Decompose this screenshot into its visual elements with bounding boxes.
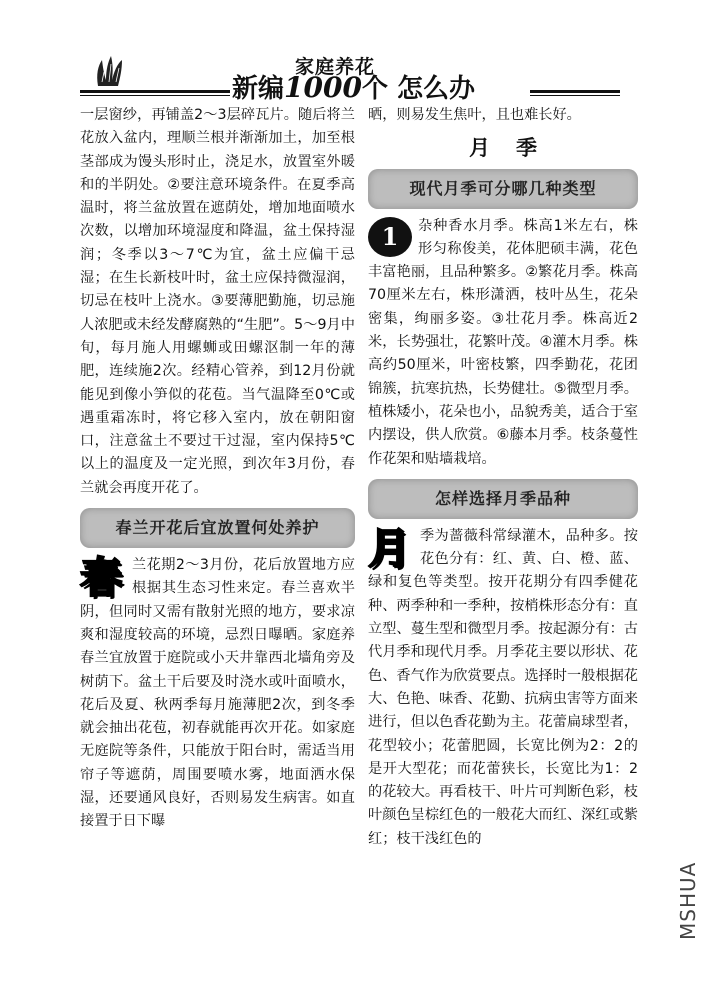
section-body — [368, 525, 638, 851]
section-title-bar: 现代月季可分哪几种类型 — [368, 169, 638, 209]
header-rule-left — [80, 90, 230, 93]
section-title-bar: 春兰开花后宜放置何处养护 — [80, 508, 355, 548]
drop-number-badge: 1 — [368, 217, 412, 257]
section-body-text: 杂种香水月季。株高1米左右，株形匀称俊美，花体肥硕丰满，花色丰富艳丽，且品种繁多。②繁花月季。株高70厘米左右，株形潇洒，枝叶丛生，花朵密集，绚丽多姿。③壮花月季。株高近2米，长势强壮，花繁叶茂。④灌木月季。株高约50厘米，叶密枝繁，四季勤花，花团锦簇，抗寒抗热，长势健壮。⑤微型月季。植株矮小，花朵也小，品貌秀美，适合于室内摆设，供人欣赏。⑥藤本月季。枝条蔓性作花架和贴墙栽培。 — [368, 217, 638, 467]
continuation-text: 晒，则易发生焦叶，且也难长好。 — [368, 107, 581, 123]
orchid-leaves-logo-icon — [94, 54, 128, 88]
drop-cap: 月 — [368, 523, 411, 573]
header-rule-right-thin — [530, 95, 620, 96]
watermark: MSHUA — [676, 861, 700, 940]
header-rule-right — [530, 90, 620, 93]
header-rule-left-thin — [80, 95, 230, 96]
title-number: 1000 — [284, 71, 362, 104]
right-column — [368, 104, 638, 851]
book-title-top: 家庭养花 — [295, 56, 376, 78]
book-title-main — [232, 71, 476, 104]
left-column — [80, 104, 355, 834]
drop-cap: 春 — [80, 553, 123, 603]
chapter-heading: 月季 — [469, 136, 563, 161]
orchid-care-continued-text: 一层窗纱，再铺盖2～3层碎瓦片。随后将兰花放入盆内，理顺兰根并渐渐加土，加至根茎部成为馒头形时止，浇足水，放置室外暖和的半阴处。②要注意环境条件。在夏季高温时，将兰盆放置在遮荫处，增加地面喷水次数，以增加环境湿度和降温，盆土保持湿润；冬季以3～7℃为宜，盆土应偏干忌湿；在生长新枝叶时，盆土应保持微湿润，切忌在枝叶上浇水。③要薄肥勤施，切忌施人浓肥或未经发酵腐熟的“生肥”。5～9月中旬，每月施人用螺蛳或田螺沤制一年的薄肥，连续施2次。经精心管养，到12月份就能见到像小笋似的花苞。当气温降至0℃或遇重霜冻时，将它移入室内，放在朝阳窗口，注意盆土不要过干过湿，室内保持5℃以上的温度及一定光照，到次年3月份，春兰就会再度开花了。 — [80, 107, 355, 496]
section-body-text: 兰花期2～3月份，花后放置地方应根据其生态习性来定。春兰喜欢半阴，但同时又需有散射光照的地方，要求凉爽和湿度较高的环境，忌烈日曝晒。家庭养春兰宜放置于庭院或小天井靠西北墙角旁及树荫下。盆土干后要及时浇水或叶面喷水，花后及夏、秋两季每月施薄肥2次，到冬季就会抽出花苞，初春就能再次开花。如家庭无庭院等条件，只能放于阳台时，需适当用帘子等遮荫，周围要喷水雾，地面洒水保湿，还要通风良好，否则易发生病害。如直接置于日下曝 — [80, 557, 355, 830]
section-title-bar: 怎样选择月季品种 — [368, 479, 638, 519]
title-suffix: 个 怎么办 — [361, 74, 476, 104]
section-body-text: 季为蔷薇科常绿灌木，品种多。按花色分有：红、黄、白、橙、蓝、绿和复色等类型。按开花期分有四季健花种、两季种和一季种，按梢株形态分有：直立型、蔓生型和微型月季。按起源分有：古代月季和现代月季。月季花主要以形状、花色、香气作为欣赏要点。选择时一般根据花大、色艳、味香、花勤、抗病虫害等方面来进行，但以色香花勤为主。花蕾扁球型者，花型较小；花蕾肥圆，长宽比例为2：2的是开大型花；而花蕾狭长，长宽比为1：2的花较大。再看枝干、叶片可判断色彩，枝叶颜色呈棕红色的一般花大而红、深红或紫红；枝干浅红色的 — [368, 527, 638, 847]
title-prefix: 新编 — [232, 74, 285, 104]
section-body — [80, 554, 355, 834]
book-header — [80, 52, 620, 102]
section-body — [368, 215, 638, 471]
